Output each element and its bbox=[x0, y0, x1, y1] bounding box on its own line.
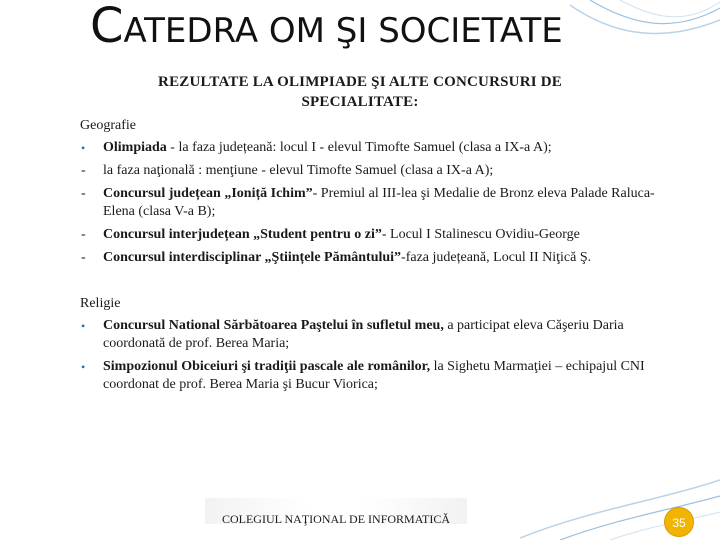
footer-text: COLEGIUL NAŢIONAL DE INFORMATICĂ bbox=[221, 512, 451, 526]
dash-marker: - bbox=[81, 227, 86, 242]
list-item bbox=[80, 139, 680, 157]
dash-marker: - bbox=[81, 186, 86, 201]
item-bold: Concursul interdisciplinar „Ştiințele Pământului” bbox=[103, 250, 402, 265]
bullet-marker: • bbox=[81, 141, 86, 155]
subtitle-line-2: SPECIALITATE: bbox=[301, 94, 419, 110]
item-text: la Sighetu Marmaţiei – echipajul CNI coordonat de prof. Berea Maria şi Bucur Viorica; bbox=[103, 359, 645, 392]
title-initial: C bbox=[90, 0, 124, 54]
bullet-marker: • bbox=[81, 319, 86, 333]
list-item bbox=[80, 249, 680, 267]
list-item bbox=[80, 358, 680, 394]
item-bold: Concursul județean „Ioniță Ichim” bbox=[103, 186, 313, 201]
subtitle-line-1: REZULTATE LA OLIMPIADE ŞI ALTE CONCURSURI DE bbox=[158, 74, 562, 90]
dash-marker: - bbox=[81, 250, 86, 265]
page-title bbox=[90, 0, 710, 56]
dash-marker: - bbox=[81, 163, 86, 178]
item-bold: Concursul National Sărbătoarea Paştelui în sufletul meu, bbox=[103, 318, 444, 333]
item-text: - Premiul al III-lea şi Medalie de Bronz eleva Palade Raluca-Elena (clasa V-a B); bbox=[103, 186, 655, 219]
religie-heading: Religie bbox=[80, 296, 121, 311]
section-subtitle bbox=[82, 72, 638, 112]
bullet-marker: • bbox=[81, 360, 86, 374]
item-text: - Locul I Stalinescu Ovidiu-George bbox=[381, 227, 580, 242]
list-item bbox=[80, 226, 680, 244]
item-text: a participat eleva Căşeriu Daria coordonată de prof. Berea Maria; bbox=[103, 318, 624, 351]
page-number-badge: 35 bbox=[664, 507, 694, 537]
section-gap bbox=[80, 272, 680, 295]
geografie-heading: Geografie bbox=[80, 118, 136, 133]
item-bold: Olimpiada bbox=[103, 140, 167, 155]
list-item bbox=[80, 162, 680, 180]
list-item bbox=[80, 317, 680, 353]
title-rest: ATEDRA OM ŞI SOCIETATE bbox=[123, 11, 563, 51]
results-content bbox=[80, 117, 680, 399]
item-text: - la faza județeană: locul I - elevul Timofte Samuel (clasa a IX-a A); bbox=[166, 140, 552, 155]
item-text: -faza județeană, Locul II Niţică Ş. bbox=[401, 250, 592, 265]
list-item bbox=[80, 185, 680, 221]
item-text: la faza naţională : menţiune - elevul Timofte Samuel (clasa a IX-a A); bbox=[103, 163, 494, 178]
item-bold: Concursul interjudețean „Student pentru o zi” bbox=[103, 227, 382, 242]
item-bold: Simpozionul Obiceiuri şi tradiţii pascale ale românilor, bbox=[103, 359, 431, 374]
